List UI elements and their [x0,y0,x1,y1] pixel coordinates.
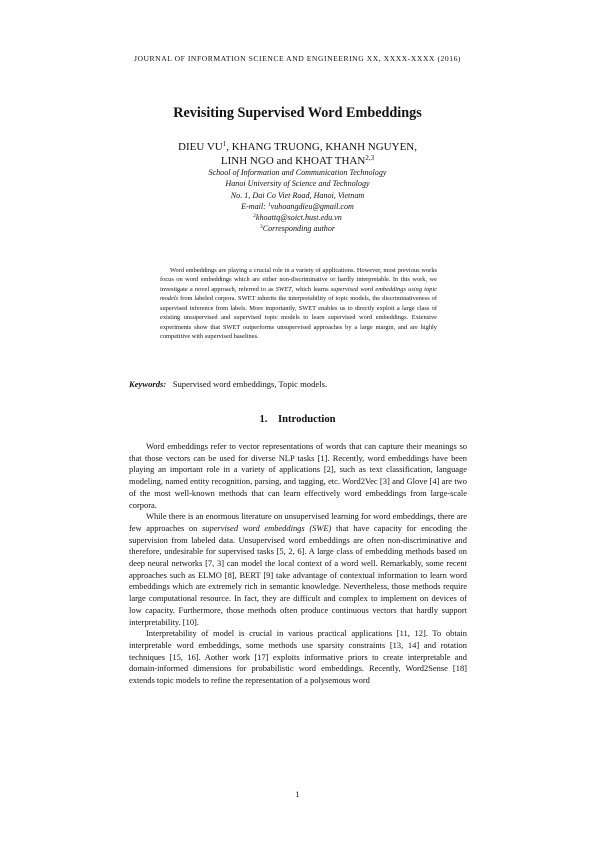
paragraph [129,511,467,628]
abstract-text: , which learns [291,285,331,293]
keywords-label: Keywords: [129,379,167,389]
section-number: 1. [259,414,268,425]
author-list [0,140,595,168]
author-line-2 [0,154,595,168]
author-names: LINH NGO and KHOAT THAN [220,155,366,167]
abstract-text: Word embeddings are playing a crucial role in a variety of applications. However, most previous works focus on word embeddings which are either non-discriminative or hardly interpretable. In this work, we investigate a novel approach, referred to as [160,267,437,293]
keywords [129,379,327,389]
abstract-emphasis: supervised word embeddings using topic models [160,285,437,303]
abstract-emphasis: SWET [275,285,292,293]
section-title: Introduction [278,414,336,425]
paragraph: Interpretability of model is crucial in various practical applications [11, 12]. To obtain interpretable word embeddings, some methods use sparsity constraints [13, 14] and rotation techniques [15, 16]. Aother work [17] exploits informative priors to create interpretable and domain-informed dimensions for probabilistic word embeddings. Recently, Word2Sense [18] extends topic models to refine the representation of a polysemous word [129,628,467,686]
email-prefix: E-mail: [241,201,268,211]
email-line-2 [0,212,595,223]
author-line-1 [0,140,595,154]
page-number: 1 [295,790,300,799]
body-text [129,441,467,687]
email-footnote-mark: 2 [253,213,256,220]
author-footnote-mark: 1 [222,140,227,148]
paper-title: Revisiting Supervised Word Embeddings [173,105,422,121]
section-heading [0,414,595,425]
keywords-text: Supervised word embeddings, Topic models. [172,379,328,389]
paragraph-text: While there is an enormous literature on unsupervised learning for word embeddings, there are few approaches on [129,511,467,533]
abstract-text: from labeled corpora. SWET inherits the interpretability of topic models, the discriminativeness of supervised inference from labels. More importantly, SWET enables us to directly exploit a large class of existing unsupervised and supervised topic models to learn supervised word embeddings. Extensive experiments show that SWET outperforms unsupervised approaches by a large margin, and are highly competitive with supervised baselines. [160,295,437,341]
email-line-1 [0,201,595,212]
email-address: vuhoangdieu@gmail.com [270,201,354,211]
email-footnote-mark: 1 [267,201,271,208]
email-address: khoattq@soict.hust.edu.vn [255,213,342,223]
university-name: Hanoi University of Science and Technology [225,179,370,189]
author-names: , KHANG TRUONG, KHANH NGUYEN, [226,141,417,153]
affiliation-block [0,167,595,235]
paragraph: Word embeddings refer to vector representations of words that can capture their meanings so that those vectors can be used for diverse NLP tasks [1]. Recently, word embeddings have been playing an important role in a variety of applications [2], such as text classification, language modeling, named entity recognition, parsing, and tagging, etc. Word2Vec [3] and Glove [4] are two of the most well-known methods that can learn effectively word embeddings from large-scale corpora. [129,441,467,510]
address: No. 1, Dai Co Viet Road, Hanoi, Vietnam [230,190,365,200]
paragraph-emphasis: supervised word embeddings (SWE) [201,522,332,533]
abstract [160,266,437,342]
corresponding-label: Corresponding author [262,224,336,234]
author-name: DIEU VU [178,141,223,153]
paragraph-text: that have capacity for encoding the supervision from labeled data. Unsupervised word embeddings are often non-discriminative and therefore, undesirable for supervised tasks [5, 2, 6]. A large class of embedding methods based on deep neural networks [7, 3] can model the local context of a word well. Remarkably, some recent approaches such as ELMO [8], BERT [9] take advantage of contextual information to learn word embeddings which are extremely rich in semantic knowledge. Nevertheless, those methods require large computational resource. In fact, they are difficult and complex to implement on devices of low capacity. Furthermore, those methods often produce continuous vectors that hardly support interpretability. [10]. [129,522,467,627]
school-name: School of Information and Communication Technology [208,168,387,177]
author-footnote-mark: 2,3 [365,154,375,162]
footnote-mark: 3 [259,224,263,231]
corresponding-author-note [0,223,595,234]
running-head: JOURNAL OF INFORMATION SCIENCE AND ENGINEERING XX, XXXX-XXXX (2016) [133,54,462,63]
